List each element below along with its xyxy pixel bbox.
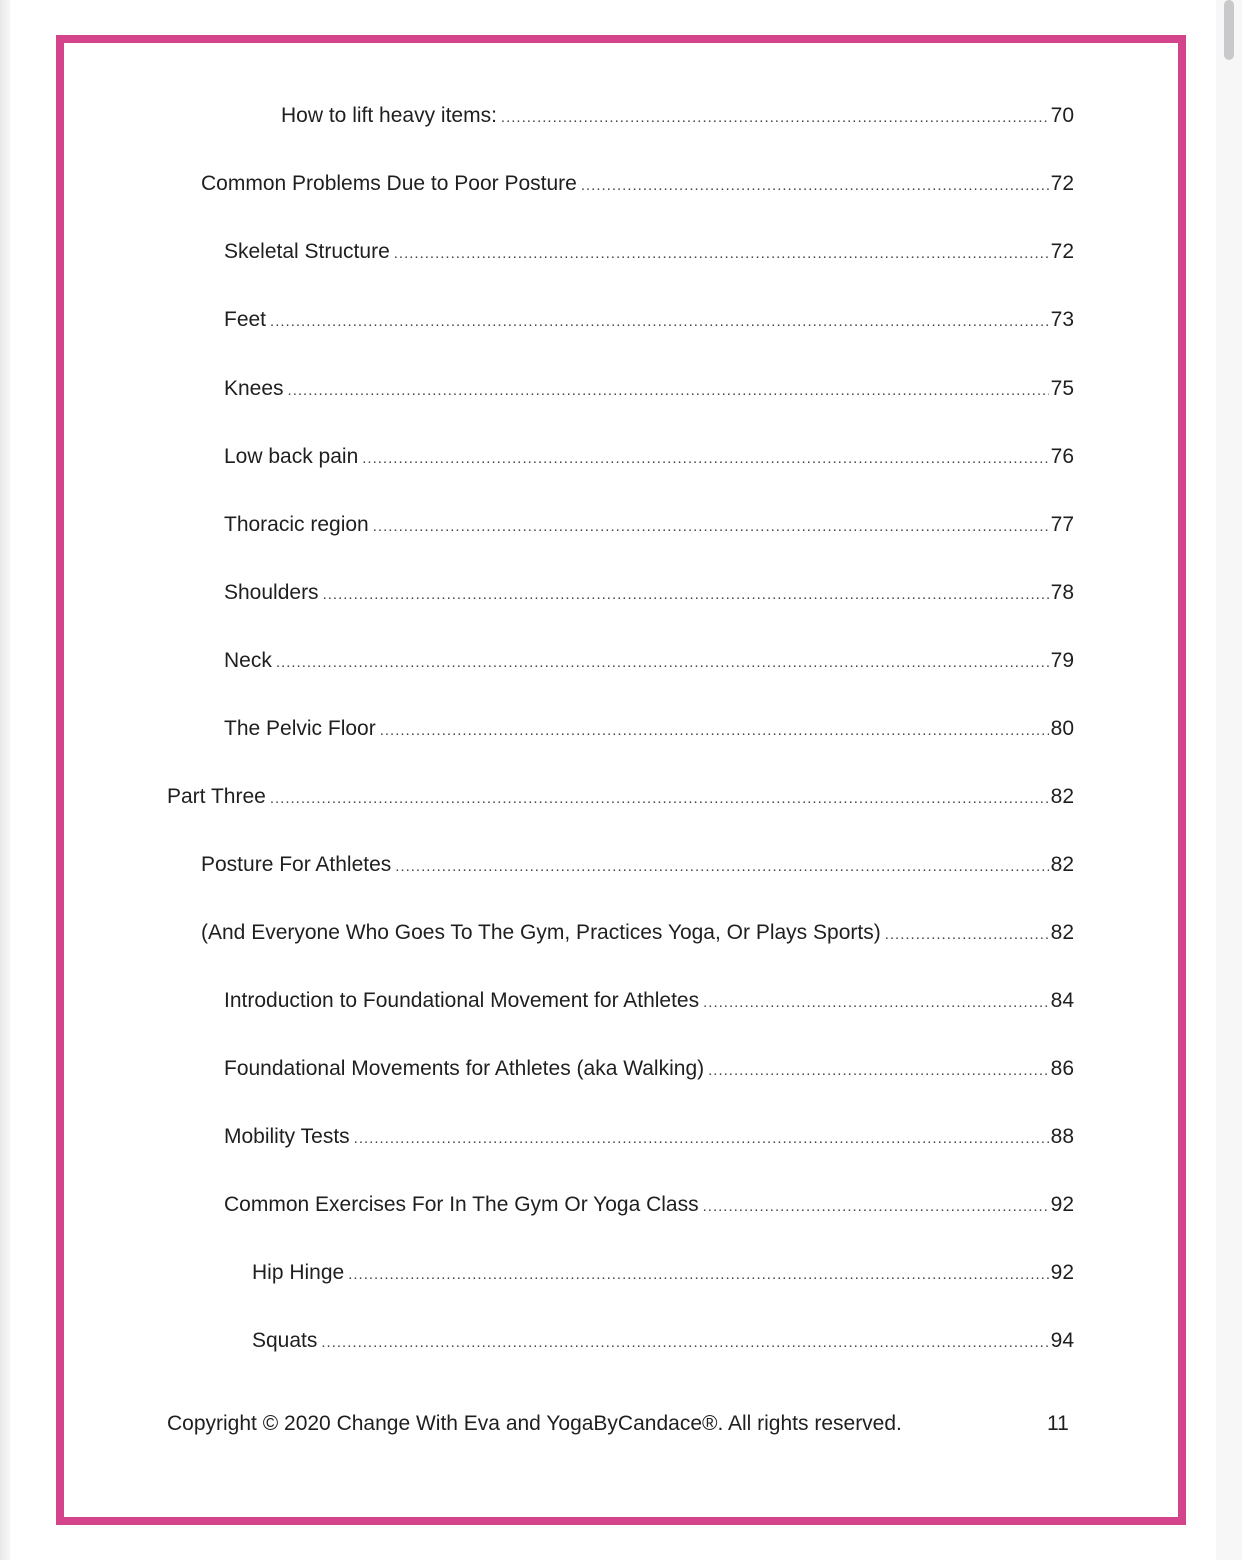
toc-entry[interactable] [224, 578, 1074, 608]
toc-entry[interactable] [224, 986, 1074, 1016]
page-edge [0, 0, 10, 1560]
toc-entry[interactable] [224, 442, 1074, 472]
toc-entry-page: 80 [1050, 717, 1074, 740]
scrollbar-thumb[interactable] [1224, 0, 1234, 60]
toc-entry-title: Feet [224, 308, 267, 331]
toc-entry-page: 92 [1050, 1261, 1074, 1284]
toc-entry[interactable] [224, 646, 1074, 676]
toc-entry[interactable] [201, 918, 1074, 948]
toc-dot-leader [581, 173, 1049, 199]
toc-entry[interactable] [224, 305, 1074, 335]
toc-entry-page: 78 [1050, 581, 1074, 604]
toc-dot-leader [703, 1194, 1049, 1220]
toc-entry[interactable] [224, 1054, 1074, 1084]
toc-entry[interactable] [224, 1190, 1074, 1220]
toc-dot-leader [708, 1058, 1049, 1084]
toc-entry-title: Common Exercises For In The Gym Or Yoga Class [224, 1193, 699, 1216]
toc-entry-title: Common Problems Due to Poor Posture [201, 172, 577, 195]
toc-entry-title: The Pelvic Floor [224, 717, 376, 740]
toc-entry-title: Skeletal Structure [224, 240, 390, 263]
toc-entry-title: How to lift heavy items: [281, 104, 497, 127]
toc-dot-leader [270, 786, 1049, 812]
toc-entry-page: 82 [1050, 853, 1074, 876]
toc-entry-page: 73 [1050, 308, 1074, 331]
toc-entry-title: Part Three [167, 785, 266, 808]
toc-entry-title: Squats [252, 1329, 318, 1352]
toc-entry[interactable] [281, 101, 1074, 131]
toc-entry[interactable] [224, 510, 1074, 540]
toc-dot-leader [703, 990, 1049, 1016]
toc-entry-title: Foundational Movements for Athletes (aka Walking) [224, 1057, 705, 1080]
scrollbar-track[interactable] [1216, 0, 1242, 1560]
footer-copyright: Copyright © 2020 Change With Eva and YogaByCandace®. All rights reserved. [167, 1412, 902, 1435]
toc-entry-title: Introduction to Foundational Movement for Athletes [224, 989, 700, 1012]
toc-entry[interactable] [201, 169, 1074, 199]
toc-dot-leader [885, 922, 1049, 948]
toc-entry-page: 84 [1050, 989, 1074, 1012]
toc-entry-title: Posture For Athletes [201, 853, 392, 876]
toc-entry[interactable] [201, 850, 1074, 880]
toc-entry[interactable] [167, 782, 1074, 812]
toc-dot-leader [394, 241, 1049, 267]
toc-entry-page: 88 [1050, 1125, 1074, 1148]
toc-entry-page: 82 [1050, 785, 1074, 808]
toc-dot-leader [395, 854, 1048, 880]
toc-entry[interactable] [224, 374, 1074, 404]
toc-entry-page: 75 [1050, 377, 1074, 400]
toc-entry-page: 92 [1050, 1193, 1074, 1216]
toc-dot-leader [380, 718, 1049, 744]
toc-dot-leader [270, 309, 1049, 335]
toc-dot-leader [288, 378, 1049, 404]
toc-dot-leader [323, 582, 1049, 608]
toc-entry-title: Low back pain [224, 445, 359, 468]
toc-entry-title: Shoulders [224, 581, 319, 604]
toc-entry[interactable] [252, 1326, 1074, 1356]
toc-entry-page: 76 [1050, 445, 1074, 468]
toc-entry[interactable] [224, 237, 1074, 267]
toc-entry[interactable] [252, 1258, 1074, 1288]
toc-entry-page: 82 [1050, 921, 1074, 944]
toc-dot-leader [501, 105, 1049, 131]
toc-dot-leader [321, 1330, 1048, 1356]
toc-dot-leader [354, 1126, 1049, 1152]
toc-dot-leader [276, 650, 1049, 676]
toc-entry-title: Mobility Tests [224, 1125, 350, 1148]
toc-entry-page: 70 [1050, 104, 1074, 127]
toc-entry-page: 86 [1050, 1057, 1074, 1080]
toc-entry-title: Hip Hinge [252, 1261, 345, 1284]
toc-dot-leader [362, 446, 1048, 472]
toc-entry[interactable] [224, 1122, 1074, 1152]
footer-page-number: 11 [1047, 1412, 1069, 1435]
toc-entry-title: Neck [224, 649, 272, 672]
toc-entry-title: Knees [224, 377, 284, 400]
toc-entry-title: Thoracic region [224, 513, 369, 536]
toc-entry-page: 72 [1050, 240, 1074, 263]
toc-entry-page: 79 [1050, 649, 1074, 672]
toc-entry-title: (And Everyone Who Goes To The Gym, Practices Yoga, Or Plays Sports) [201, 921, 881, 944]
toc-entry-page: 94 [1050, 1329, 1074, 1352]
toc-dot-leader [373, 514, 1049, 540]
toc-dot-leader [348, 1262, 1048, 1288]
toc-entry[interactable] [224, 714, 1074, 744]
toc-entry-page: 77 [1050, 513, 1074, 536]
toc-entry-page: 72 [1050, 172, 1074, 195]
